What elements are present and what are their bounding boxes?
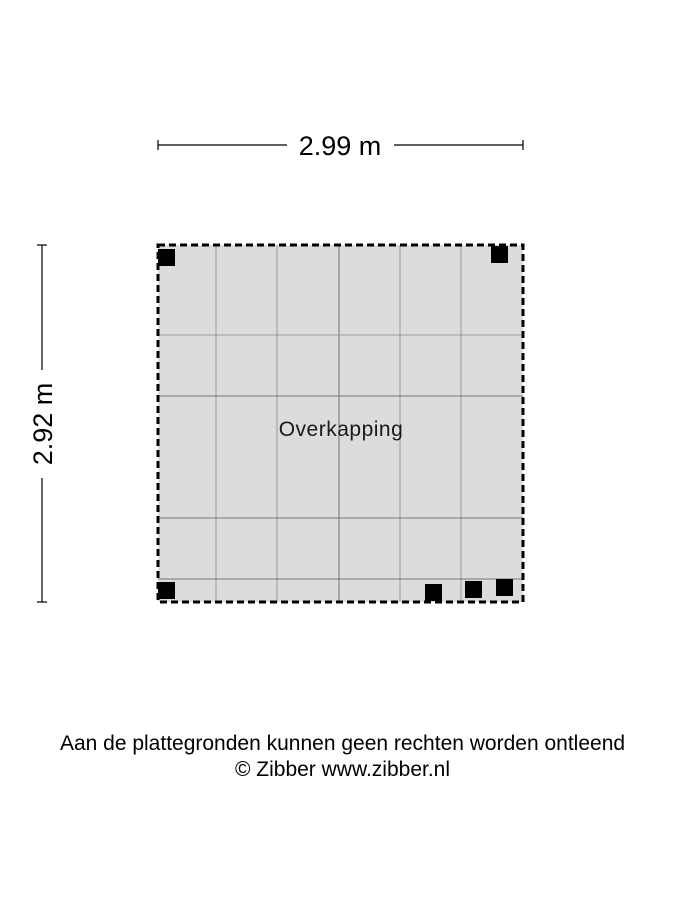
- post-bottom-left: [158, 582, 175, 599]
- height-dimension-label: 2.92 m: [28, 382, 58, 466]
- post-top-left: [158, 249, 175, 266]
- post-bottom-3: [496, 579, 513, 596]
- post-bottom-1: [425, 584, 442, 601]
- post-top-right: [491, 246, 508, 263]
- copyright-text: © Zibber www.zibber.nl: [234, 758, 451, 781]
- height-dimension: [28, 245, 58, 602]
- disclaimer-text: Aan de plattegronden kunnen geen rechten worden ontleend: [59, 732, 626, 755]
- post-bottom-2: [465, 581, 482, 598]
- width-dimension-label: 2.99 m: [298, 131, 382, 161]
- room-overkapping: [158, 245, 523, 602]
- width-dimension: [158, 131, 523, 161]
- room-label: Overkapping: [278, 418, 404, 441]
